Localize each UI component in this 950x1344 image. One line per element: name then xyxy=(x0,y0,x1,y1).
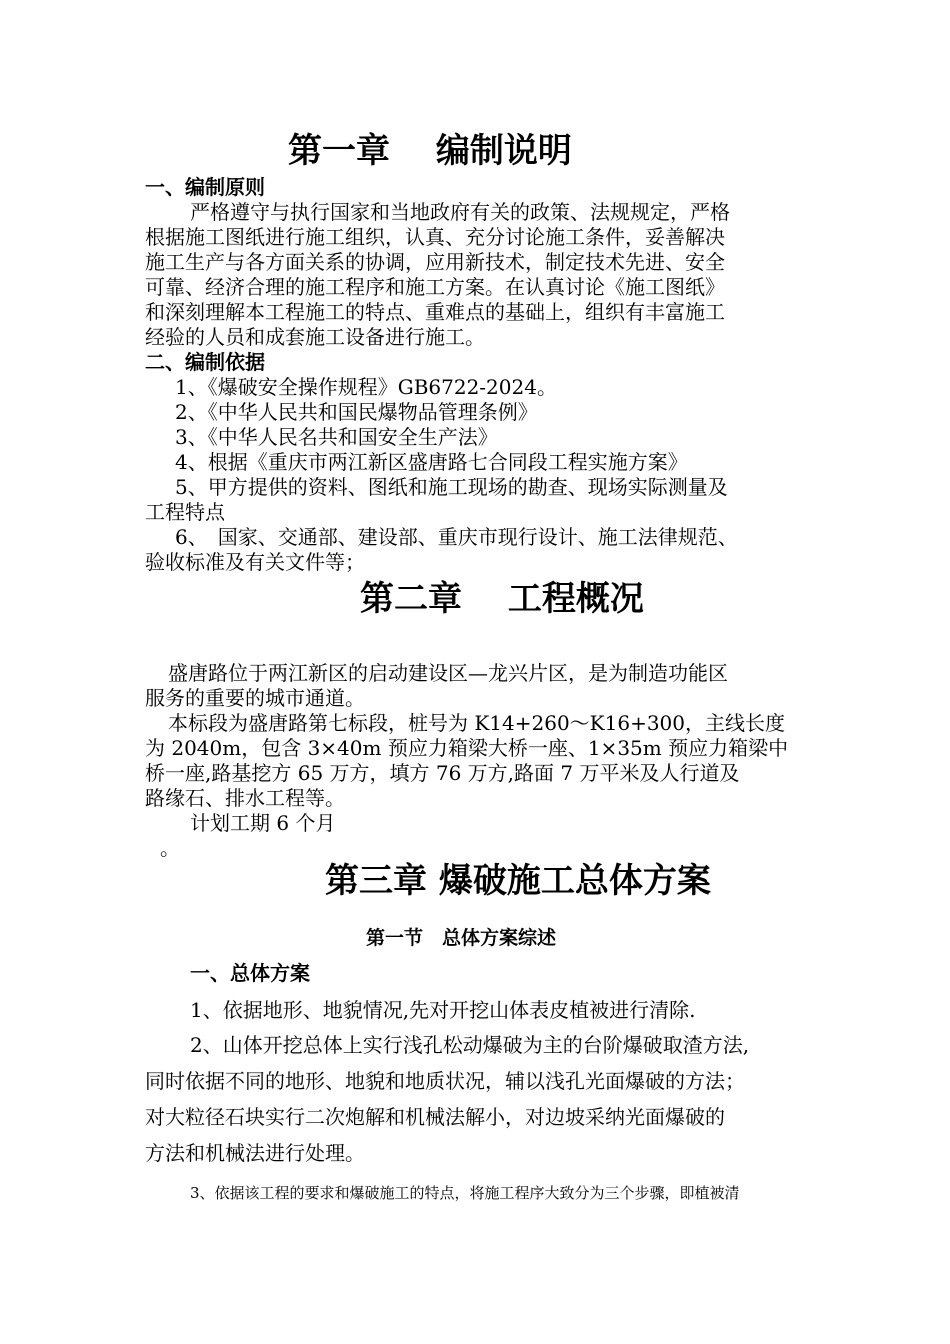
chapter2-title: 第二章 工程概况 xyxy=(360,579,644,619)
text-line: 经验的人员和成套施工设备进行施工。 xyxy=(145,325,485,349)
chapter1-title: 第一章 编制说明 xyxy=(288,131,572,171)
list-item: 4、根据《重庆市两江新区盛唐路七合同段工程实施方案》 xyxy=(175,450,688,474)
text-line: 方法和机械法进行处理。 xyxy=(145,1141,365,1165)
list-item: 1、《爆破安全操作规程》GB6722-2024。 xyxy=(175,375,557,399)
list-item: 5、甲方提供的资料、图纸和施工现场的勘查、现场实际测量及 xyxy=(175,475,728,499)
text-line: 本标段为盛唐路第七标段，桩号为 K14+260～K16+300，主线长度 xyxy=(168,711,786,735)
section-heading-principles: 一、编制原则 xyxy=(145,175,265,199)
section-title: 第一节 总体方案综述 xyxy=(366,927,557,949)
list-item: 3、《中华人民名共和国安全生产法》 xyxy=(175,425,498,449)
text-line: 为 2040m，包含 3×40m 预应力箱梁大桥一座、1×35m 预应力箱梁中 xyxy=(145,736,789,760)
text-line: 严格遵守与执行国家和当地政府有关的政策、法规规定，严格 xyxy=(190,200,730,224)
text-line: 同时依据不同的地形、地貌和地质状况，辅以浅孔光面爆破的方法； xyxy=(145,1069,745,1093)
text-line: 根据施工图纸进行施工组织，认真、充分讨论施工条件，妥善解决 xyxy=(145,225,725,249)
text-line: 可靠、经济合理的施工程序和施工方案。在认真讨论《施工图纸》 xyxy=(145,275,725,299)
section-heading-basis: 二、编制依据 xyxy=(145,350,265,374)
text-line: 。 xyxy=(160,836,180,860)
chapter3-title: 第三章 爆破施工总体方案 xyxy=(325,861,711,901)
list-item: 工程特点 xyxy=(145,500,225,524)
text-line: 和深刻理解本工程施工的特点、重难点的基础上，组织有丰富施工 xyxy=(145,300,725,324)
text-line: 服务的重要的城市通道。 xyxy=(145,686,365,710)
text-line: 桥一座,路基挖方 65 万方，填方 76 万方,路面 7 万平米及人行道及 xyxy=(145,761,740,785)
text-line: 1、依据地形、地貌情况,先对开挖山体表皮植被进行清除. xyxy=(190,998,696,1022)
text-line: 计划工期 6 个月 xyxy=(190,811,336,835)
text-line: 路缘石、排水工程等。 xyxy=(145,786,345,810)
list-item: 2、《中华人民共和国民爆物品管理条例》 xyxy=(175,400,538,424)
list-item: 验收标准及有关文件等； xyxy=(145,550,365,574)
text-line-small: 3、依据该工程的要求和爆破施工的特点，将施工程序大致分为三个步骤，即植被清 xyxy=(190,1184,740,1202)
subheading-overall-plan: 一、总体方案 xyxy=(190,961,310,985)
text-line: 盛唐路位于两江新区的启动建设区—龙兴片区，是为制造功能区 xyxy=(168,661,728,685)
text-line: 对大粒径石块实行二次炮解和机械法解小，对边坡采纳光面爆破的 xyxy=(145,1105,725,1129)
text-line: 2、山体开挖总体上实行浅孔松动爆破为主的台阶爆破取渣方法, xyxy=(190,1033,750,1057)
list-item: 6、 国家、交通部、建设部、重庆市现行设计、施工法律规范、 xyxy=(175,525,738,549)
text-line: 施工生产与各方面关系的协调，应用新技术，制定技术先进、安全 xyxy=(145,250,725,274)
